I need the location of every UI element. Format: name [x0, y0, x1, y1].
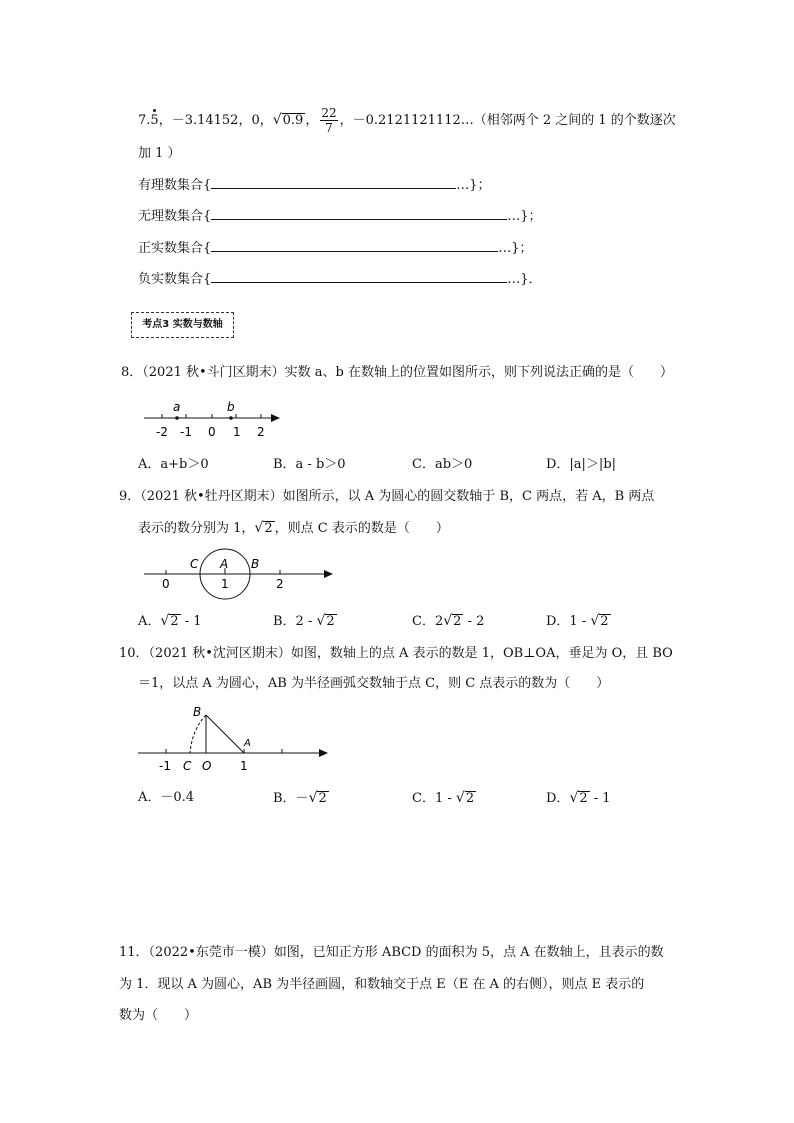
tick-label: 1 — [233, 425, 241, 439]
label-b: b — [227, 400, 235, 414]
q9-option-b[interactable] — [273, 612, 337, 631]
point-a — [175, 416, 179, 420]
q11-line1: 11．（2022•东莞市一模）如图，已知正方形 ABCD 的面积为 5，点 A 在数轴上，且表示的数 — [119, 945, 664, 960]
q7-radicand: 0.9 — [282, 113, 304, 128]
opt-text: D． — [546, 791, 570, 806]
q7-frac-den: 7 — [325, 121, 333, 135]
tick-label: 1 — [221, 577, 229, 591]
tick-label: 2 — [276, 577, 284, 591]
label-a: A — [244, 738, 251, 749]
q9-number-line — [140, 548, 340, 600]
sqrt-icon: √ — [590, 613, 600, 629]
q9-line1: 9．（2021 秋•牡丹区期末）如图所示，以 A 为圆心的圆交数轴于 B，C 两点，若 A，B 两点 — [119, 489, 655, 504]
q9-text: ，则点 C 表示的数是（ ） — [274, 521, 449, 536]
q10-number-line — [136, 700, 336, 776]
tick-label: 0 — [208, 425, 216, 439]
q10-option-b[interactable] — [273, 789, 329, 808]
q10-line2: ＝1，以点 A 为圆心，AB 为半径画弧交数轴于点 C，则 C 点表示的数为（ ） — [138, 676, 610, 691]
sqrt-icon: √ — [160, 613, 170, 629]
opt-text: B．－ — [273, 791, 309, 806]
tick-label: 1 — [240, 759, 248, 773]
sqrt-icon: √ — [569, 790, 579, 806]
q7-line2: 加 1 ） — [138, 146, 181, 161]
q9-text: 表示的数分别为 1， — [138, 521, 255, 536]
set-label: 正实数集合{ — [138, 241, 212, 256]
q11-line3: 数为（ ） — [119, 1008, 198, 1023]
q10-line1: 10．（2021 秋•沈河区期末）如图，数轴上的点 A 表示的数是 1，OB⊥OA，垂足为 O，且 BO — [119, 646, 673, 661]
tick-label: -2 — [156, 425, 168, 439]
set-end: …}； — [456, 178, 491, 193]
answer-blank[interactable] — [211, 239, 498, 252]
q7-repeating-decimal: 5 — [150, 113, 159, 128]
opt-text: - 1 — [180, 614, 202, 629]
set-positive — [138, 239, 533, 258]
q7-text-b: ，－0.2121121112…（相邻两个 2 之间的 1 的个数逐次 — [339, 113, 676, 128]
label-c: C — [183, 759, 192, 773]
label-a: A — [220, 557, 229, 571]
opt-text: - 1 — [589, 791, 611, 806]
q10-option-d[interactable] — [546, 789, 611, 808]
radicand: 2 — [600, 614, 609, 629]
arrow-icon — [271, 414, 280, 422]
set-end: …}； — [498, 241, 533, 256]
arrow-icon — [319, 749, 328, 757]
q11-line2: 为 1．现以 A 为圆心，AB 为半径画圆，和数轴交于点 E（E 在 A 的右侧），则点 E 表示的 — [119, 977, 645, 992]
answer-blank[interactable] — [211, 207, 507, 220]
radicand: 2 — [326, 614, 335, 629]
radicand: 2 — [465, 791, 475, 806]
q10-option-c[interactable] — [412, 789, 476, 808]
sqrt-icon: √ — [272, 112, 282, 128]
label-b: B — [251, 557, 260, 571]
sqrt-icon: √ — [254, 520, 264, 536]
opt-text: A．－0.4 — [138, 790, 195, 805]
set-label: 负实数集合{ — [138, 272, 212, 287]
q8-option-a[interactable]: A．a+b＞0 — [138, 457, 209, 472]
q8-number-line — [140, 396, 290, 442]
set-label: 无理数集合{ — [138, 209, 212, 224]
arc-dashed — [190, 715, 206, 753]
q8-option-c[interactable]: C．ab＞0 — [412, 457, 473, 472]
set-label: 有理数集合{ — [138, 178, 212, 193]
label-o: O — [202, 759, 212, 773]
label-c: C — [190, 557, 199, 571]
tick-label: -1 — [180, 425, 192, 439]
sqrt-icon: √ — [316, 613, 326, 629]
q7-number: 7. — [138, 113, 151, 128]
tick-label: 0 — [162, 577, 170, 591]
radicand: 2 — [579, 791, 588, 806]
opt-text: D．1 - — [546, 614, 591, 629]
opt-text: - 2 — [463, 614, 485, 629]
q7-frac-num: 22 — [321, 106, 337, 120]
q7-fraction — [320, 106, 337, 135]
opt-text: B．2 - — [273, 614, 317, 629]
q9-option-a[interactable] — [138, 612, 202, 631]
q7-comma: ， — [305, 113, 319, 128]
label-b: B — [193, 705, 202, 719]
answer-blank[interactable] — [211, 270, 507, 283]
segment-ab — [206, 715, 244, 753]
sqrt-icon: √ — [455, 790, 465, 806]
tick-label: 2 — [257, 425, 265, 439]
radicand: 2 — [318, 791, 327, 806]
opt-text: C．2 — [412, 614, 444, 629]
set-rational — [138, 176, 491, 195]
answer-blank[interactable] — [211, 176, 456, 189]
q7-text-a: ，－3.14152，0， — [158, 113, 273, 128]
sqrt-icon: √ — [308, 790, 318, 806]
q9-line2 — [138, 519, 449, 538]
set-irrational — [138, 207, 542, 226]
set-end: …}． — [507, 272, 542, 287]
set-negative — [138, 270, 542, 289]
tick-label: -1 — [159, 759, 171, 773]
q8-option-b[interactable]: B．a - b＞0 — [273, 457, 346, 472]
q9-radicand: 2 — [264, 521, 273, 536]
arrow-icon — [324, 570, 333, 578]
radicand: 2 — [453, 614, 462, 629]
q9-option-d[interactable] — [546, 612, 611, 631]
q9-option-c[interactable] — [412, 612, 484, 631]
point-b — [229, 416, 233, 420]
section-tag: 考点3 实数与数轴 — [131, 312, 234, 338]
q8-stem: 8．（2021 秋•斗门区期末）实数 a、b 在数轴上的位置如图所示，则下列说法正确的是（ ） — [121, 365, 673, 380]
opt-text: A． — [138, 614, 161, 629]
sqrt-icon: √ — [443, 613, 453, 629]
set-end: …}； — [507, 209, 542, 224]
radicand: 2 — [170, 614, 179, 629]
q10-option-a[interactable] — [138, 789, 194, 807]
opt-text: C．1 - — [412, 791, 456, 806]
q8-option-d[interactable]: D．|a|＞|b| — [546, 457, 617, 472]
label-a: a — [173, 400, 181, 414]
q7-line1 — [138, 106, 676, 135]
